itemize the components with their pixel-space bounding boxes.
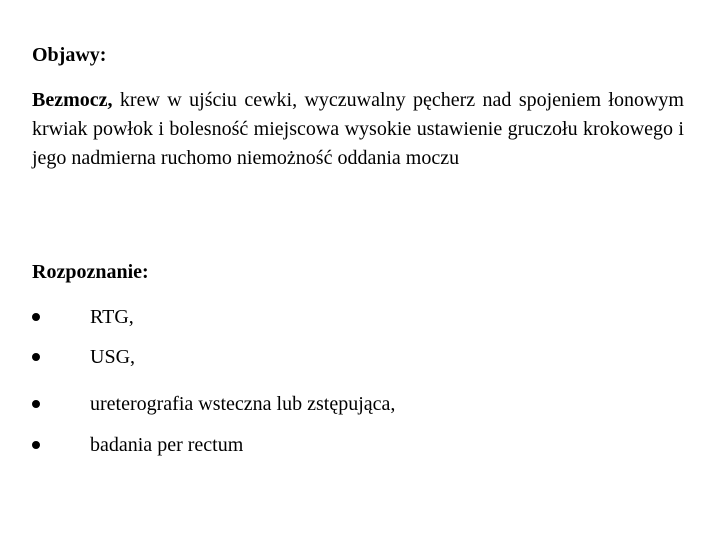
- list-item: [32, 345, 672, 369]
- list-item-text: ureterografia wsteczna lub zstępująca,: [90, 393, 396, 415]
- list-item: [32, 392, 672, 416]
- objawy-heading: Objawy:: [32, 44, 107, 66]
- list-item: [32, 433, 672, 457]
- objawy-lead-word: Bezmocz,: [32, 89, 113, 111]
- rozpoznanie-heading: Rozpoznanie:: [32, 261, 149, 283]
- list-item-text: badania per rectum: [90, 434, 244, 456]
- objawy-text: krew w ujściu cewki, wyczuwalny pęcherz nad spojeniem łonowym krwiak powłok i bolesność miejscowa wysokie ustawienie gruczołu krokowego i jego nadmierna ruchomo niemożność oddania moczu: [32, 89, 684, 169]
- bullet-icon: [32, 313, 40, 321]
- list-item-text: RTG,: [90, 306, 134, 328]
- bullet-icon: [32, 400, 40, 408]
- objawy-paragraph: [32, 86, 684, 173]
- bullet-icon: [32, 441, 40, 449]
- list-item: [32, 305, 672, 329]
- list-item-text: USG,: [90, 346, 136, 368]
- bullet-icon: [32, 353, 40, 361]
